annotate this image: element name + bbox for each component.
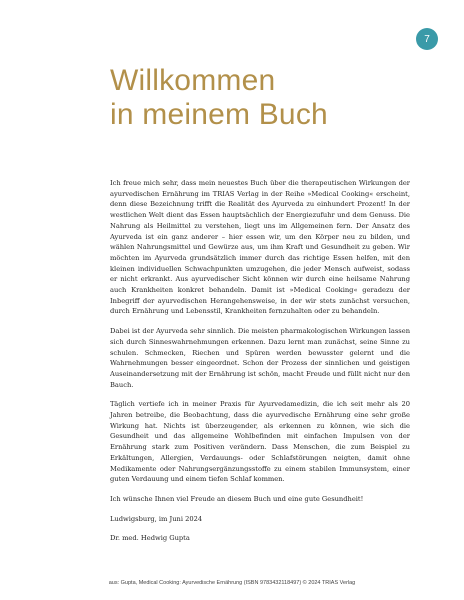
paragraph-practice: Täglich vertiefe ich in meiner Praxis für Ayurvedamedizin, die ich seit mehr als 20 Jahren betreibe, die Beobachtung, dass die ayurvedische Ernährung eine sehr große Wirkung hat. Nichts ist überzeugender, als erkennen zu können, wie sich die Gesundheit und das allgemeine Wohlbefinden mit einfachen Impulsen von der Ernährung stark zum Positiven verändern. Dass Menschen, die zum Beispiel zu Erkältungen, Allergien, Verdauungs- oder Schlafstörungen neigten, damit ohne Medikamente oder Nahrungsergänzungsstoffe zu einem stabilen Immunsystem, einer guten Verdauung und einem tiefen Schlaf kommen. <box>110 400 410 484</box>
page-title <box>110 64 328 132</box>
title-line-2: in meinem Buch <box>110 98 328 131</box>
place-date: Ludwigsburg, im Juni 2024 <box>110 514 203 523</box>
source-footer: aus: Gupta, Medical Cooking: Ayurvedische Ernährung (ISBN 9783432118497) © 2024 TRIAS Verlag <box>108 580 356 586</box>
paragraph-wishes: Ich wünsche Ihnen viel Freude an diesem Buch und eine gute Gesundheit! <box>110 494 364 503</box>
title-line-1: Willkommen <box>110 64 276 97</box>
page-number-badge: 7 <box>416 28 438 50</box>
signature-name: Dr. med. Hedwig Gupta <box>110 534 190 543</box>
body-text <box>110 178 410 553</box>
paragraph-intro: Ich freue mich sehr, dass mein neuestes Buch über die therapeutischen Wirkungen der ayurvedischen Ernährung im TRIAS Verlag in der Reihe »Medical Cooking« erscheint, denn diese Bezeichnung trifft die Realität des Ayurveda zu einhundert Prozent! In der westlichen Welt dient das Essen hauptsächlich der Energiezufuhr und dem Genuss. Die Nahrung als Heilmittel zu verstehen, liegt uns im Allgemeinen fern. Der Ansatz des Ayurveda ist ein ganz anderer – hier essen wir, um den Körper neu zu bilden, und wählen Nahrungsmittel und Gewürze aus, um ihm Kraft und Gesundheit zu geben. Wir möchten im Ayurveda grundsätzlich immer durch das richtige Essen helfen, mit den kleinen individuellen Schwachpunkten umzugehen, die jeder Mensch aufweist, sodass er nicht erkrankt. Aus ayurvedischer Sicht können wir durch eine heilsame Nahrung auch Krankheiten konkret behandeln. Damit ist »Medical Cooking« geradezu der Inbegriff der ayurvedischen Herangehensweise, in der wir stets zunächst versuchen, durch Ernährung und Lebensstil, Krankheiten fernzuhalten oder zu behandeln. <box>110 179 410 316</box>
paragraph-senses: Dabei ist der Ayurveda sehr sinnlich. Die meisten pharmakologischen Wirkungen lassen sich durch Sinneswahrnehmungen erkennen. Dazu lernt man zunächst, seine Sinne zu schulen. Schmecken, Riechen und Spüren werden bewusster gelernt und die Wahrnehmungen besser eingeordnet. Schon der Prozess der sinnlichen und geistigen Auseinandersetzung mit der Ernährung ist schön, macht Freude und füllt nicht nur den Bauch. <box>110 327 410 389</box>
